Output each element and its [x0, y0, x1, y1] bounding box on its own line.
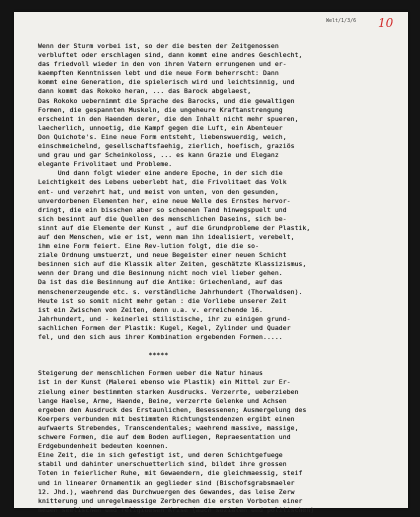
text-line: unverdorbenen Elementen her, eine neue Welle des Ernstes hervor- — [38, 196, 291, 205]
text-line: ihm eine Form feiert. Eine Rev-lution folgt, die die so- — [38, 242, 260, 251]
text-line: menschenerzeugende etc. s. verständliche Jahrhundert (Thorwaldsen). — [38, 287, 303, 296]
text-line: dringt, die ein bisschen aber so schoenen Tand hinwegspuelt und — [38, 205, 287, 214]
text-line: einschmeichelnd, gesellschaftsfaehig, zierlich, hoefisch, graziös — [38, 142, 295, 151]
typewritten-page — [14, 12, 408, 514]
text-line: ist in der Kunst (Malerei ebenso wie Plastik) ein Mittel zur Er- — [38, 378, 291, 387]
text-line: ziale Ordnung umstuerzt, und neue Begeister einer neuen Schicht — [38, 251, 287, 260]
text-line: Heute ist so somit nicht mehr getan : die Vorliebe unserer Zeit — [38, 296, 287, 305]
text-line: kaempften Kenntnissen lebt und die neue Form beherrscht: Dann — [38, 69, 279, 78]
text-line: und in linearer Ornamentik an geglieder sind (Bischofsgrabsmaeler — [38, 478, 295, 487]
text-line: Koerpers verbunden mit bestimmten Richtungstendenzen ergibt einen — [38, 414, 295, 423]
text-line: stabil und dahinter unerschuetterlich sind, bildet ihre grossen — [38, 460, 287, 469]
text-line: erscheint in den Haenden derer, die den Inhalt nicht mehr spueren, — [38, 114, 299, 123]
text-line — [38, 342, 408, 351]
text-line — [38, 360, 408, 369]
text-line: 12. Jhd.), waehrend das Durchwuergen des Gewandes, das leise Zerw — [38, 487, 295, 496]
text-line: ***** — [38, 351, 169, 360]
text-line: neuen seelischen und religioesen Krise (auch sozialen und politischen) — [38, 505, 315, 514]
text-line: aufwaerts Strebendes, Transcendentales; waehrend massive, massige, — [38, 423, 299, 432]
text-line: ergeben den Ausdruck des Erstaunlichen, Besessenen; Ausmergelung des — [38, 405, 307, 414]
body-text — [38, 42, 408, 515]
text-line: Das Rokoko uebernimmt die Sprache des Barocks, und die gewaltigen — [38, 96, 295, 105]
text-line: ist ein Zwischen von Zeiten, denn u.a. v. erreichende 16. — [38, 305, 264, 314]
text-line: Leichtigkeit des Lebens ueberlebt hat, die Frivolitaet das Volk — [38, 178, 287, 187]
text-line: auf den Menschen, wie er ist, wenn man ihn idealisiert, verebelt, — [38, 232, 295, 241]
text-line: Eine Zeit, die in sich gefestigt ist, und deren Schichtgefuege — [38, 451, 283, 460]
archive-reference: Welt/1/3/6 — [326, 18, 357, 24]
text-line: verbluftet oder erschlagen sind, dann kommt eine andres Geschlecht, — [38, 51, 303, 60]
text-line: sinnt auf die Elemente der Kunst , auf die Grundprobleme der Plastik, — [38, 223, 311, 232]
text-line: das friedvoll wieder in den von ihren Vatern errungenen und er- — [38, 60, 287, 69]
text-line: Don Quichote's. Eine neue Form entsteht, liebenswuerdig, weich, — [38, 132, 287, 141]
text-line: Formen, die gespannten Muskeln, die ungeheure Kraftanstrengung — [38, 105, 283, 114]
text-line: Wenn der Sturm vorbei ist, so der die besten der Zeitgenossen — [38, 42, 279, 50]
text-line: Erdgebundenheit bedeuten koennen. — [38, 442, 169, 451]
text-line: knitterung und unregelmaessige Zerbrechen die ersten Vorboten einer — [38, 496, 303, 505]
text-line: sich besinnt auf die Quellen des menschlichen Daseins, sich be- — [38, 214, 287, 223]
text-line: laecherlich, unnoetig, die Kampf gegen die Luft, ein Abenteuer — [38, 123, 283, 132]
text-line: lange Haelse, Arme, Haende, Beine, verzerrte Gelenke und Achsen — [38, 396, 287, 405]
text-line: Und dann folgt wieder eine andere Epoche, in der sich die — [38, 169, 283, 178]
text-line: sachlichen Formen der Plastik: Kugel, Kegel, Zylinder und Quader — [38, 323, 291, 332]
text-line: besinnen sich auf die Klassik alter Zeiten, geschätzte Klassizismus, — [38, 260, 307, 269]
text-line: kommt eine Generation, die spielerisch wird und leichtsinnig, und — [38, 78, 295, 87]
text-line: zielung einer bestimmten starken Ausdrucks. Verzerrte, ueberzieben — [38, 387, 299, 396]
text-line: elegante Frivolitaet und Probleme. — [38, 160, 173, 169]
text-line: fel, und den sich aus ihrer Kombination ergebenden Formen..... — [38, 333, 283, 341]
text-line: Toten in feierlicher Ruhe, mit Gewaendern, die gleichmaessig, steif — [38, 469, 303, 478]
text-line: und grau und gar Scheinkoloss, ... es kann Grazie und Eleganz — [38, 151, 279, 160]
text-line: Steigerung der menschlichen Formen ueber die Natur hinaus — [38, 369, 264, 378]
text-line: ent- und verzehrt hat, und meist von unten, von den gesunden, — [38, 187, 279, 196]
text-line: dann kommt das Rokoko heran, ... das Barock abgelaest, — [38, 87, 252, 96]
text-line: wenn der Drang und die Besinnung nicht noch viel lieber gehen. — [38, 269, 283, 278]
text-line: Jahrhundert, und - keinerlei stilistische, ihr zu einigen grund- — [38, 314, 291, 323]
page-number: 10 — [378, 16, 394, 30]
text-line: schwere Formen, die auf dem Boden aufliegen, Repraesentation und — [38, 433, 291, 442]
text-line: Da ist das die Besinnung auf die Antike: Griechenland, auf das — [38, 278, 283, 287]
